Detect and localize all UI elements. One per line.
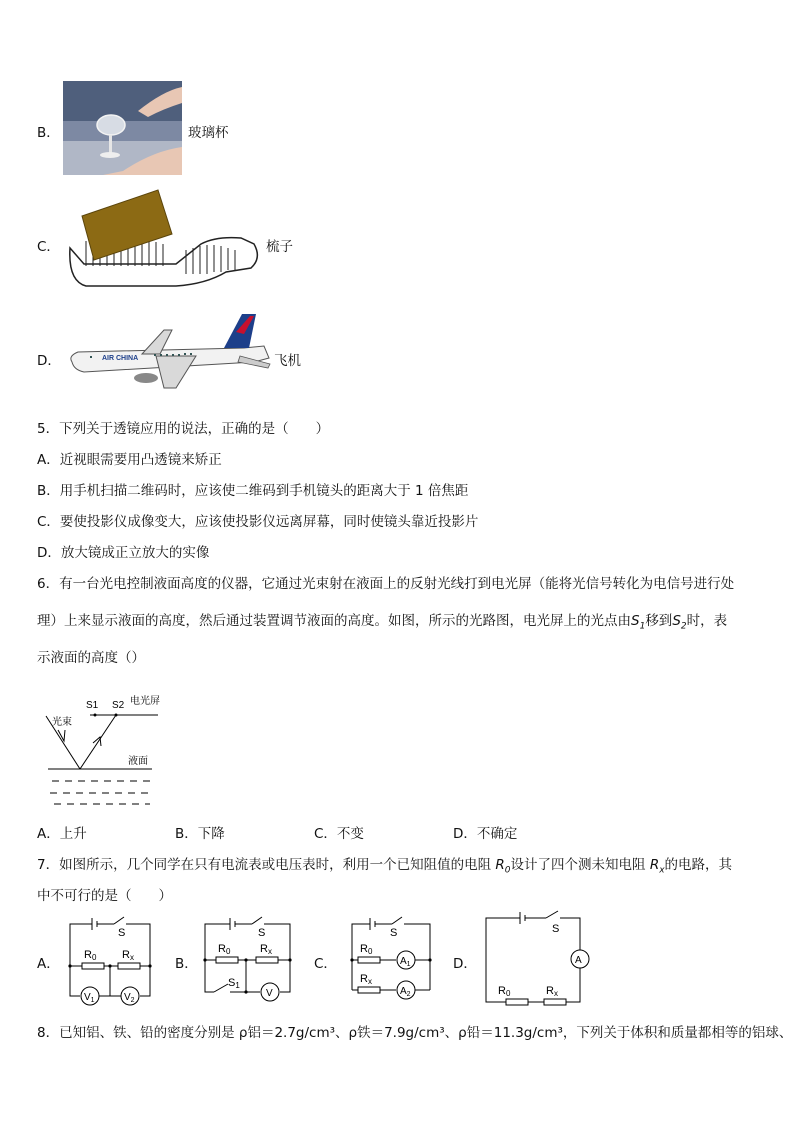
svg-text:R0: R0 bbox=[84, 949, 97, 962]
q6-option-d: D．不确定 bbox=[453, 826, 518, 842]
svg-text:R0: R0 bbox=[360, 943, 373, 956]
q5-option-b: B．用手机扫描二维码时，应该使二维码到手机镜头的距离大于 1 倍焦距 bbox=[37, 483, 469, 499]
q4-option-d-label: D． bbox=[37, 353, 61, 369]
q4-option-b-label: B． bbox=[37, 125, 60, 141]
circuit-d bbox=[480, 906, 598, 1010]
comb-image bbox=[66, 186, 262, 292]
q6-s2: $S_2$ bbox=[672, 613, 687, 632]
q7-option-b-label: B． bbox=[175, 956, 198, 972]
q6-s1: $S_1$ bbox=[631, 613, 646, 632]
q4-option-c-caption: 梳子 bbox=[266, 239, 293, 255]
q5-option-c: C．要使投影仪成像变大，应该使投影仪远离屏幕，同时使镜头靠近投影片 bbox=[37, 514, 479, 530]
q7-option-a-label: A． bbox=[37, 956, 60, 972]
plane-livery-text: AIR CHINA bbox=[102, 355, 139, 362]
q6-option-a: A．上升 bbox=[37, 826, 87, 842]
fig-liquid-label: 液面 bbox=[128, 756, 148, 767]
svg-text:V1: $V_1$ bbox=[84, 992, 95, 1004]
q6-light-path-diagram bbox=[40, 692, 170, 812]
q5-option-d: D．放大镜成正立放大的实像 bbox=[37, 545, 210, 561]
svg-text:R0: R0 bbox=[498, 985, 511, 998]
q6-stem-line1: 6．有一台光电控制液面高度的仪器，它通过光束射在液面上的反射光线打到电光屏（能将光信号转化为电信号进行处 bbox=[37, 576, 735, 592]
svg-text:S: S bbox=[118, 927, 126, 939]
circuit-a bbox=[62, 908, 158, 1008]
svg-text:V: V bbox=[266, 988, 273, 999]
svg-text:S: S bbox=[258, 927, 266, 939]
fig-s2-label: S2 bbox=[112, 700, 125, 711]
svg-text:Rx: Rx bbox=[360, 973, 372, 986]
airplane-image bbox=[64, 312, 276, 392]
q4-option-c-label: C． bbox=[37, 239, 60, 255]
svg-text:A2: $A_2$ bbox=[400, 986, 411, 998]
svg-text:R0: R0 bbox=[218, 943, 231, 956]
fig-beam-label: 光束 bbox=[52, 717, 72, 728]
q5-option-a: A．近视眼需要用凸透镜来矫正 bbox=[37, 452, 222, 468]
circuit-b bbox=[200, 908, 296, 1008]
svg-text:A: A bbox=[575, 955, 582, 966]
q7-option-d-label: D． bbox=[453, 956, 477, 972]
fig-s1-label: S1 bbox=[86, 700, 99, 711]
reflected-ray bbox=[80, 715, 116, 769]
svg-text:S: S bbox=[390, 927, 398, 939]
q6-stem-line2: 理）上来显示液面的高度，然后通过装置调节液面的高度。如图，所示的光路图，电光屏上的光点由$S_1$移到$S_2$时，表 bbox=[37, 613, 728, 632]
q6-stem-line3: 示液面的高度（） bbox=[37, 650, 145, 666]
q7-stem-line2: 中不可行的是（ ） bbox=[37, 888, 172, 904]
q7-option-c-label: C． bbox=[314, 956, 337, 972]
glass-cup-image bbox=[63, 81, 182, 175]
fig-screen-label: 电光屏 bbox=[130, 696, 160, 707]
q4-option-d-caption: 飞机 bbox=[274, 353, 301, 369]
q5-stem: 5．下列关于透镜应用的说法，正确的是（ ） bbox=[37, 421, 330, 437]
svg-text:Rx: Rx bbox=[546, 985, 558, 998]
svg-text:S1: S1 bbox=[228, 977, 240, 990]
svg-text:S: S bbox=[552, 923, 560, 935]
q6-option-c: C．不变 bbox=[314, 826, 364, 842]
q4-option-b-caption: 玻璃杯 bbox=[188, 125, 229, 141]
svg-text:Rx: Rx bbox=[122, 949, 134, 962]
svg-text:Rx: Rx bbox=[260, 943, 272, 956]
circuit-c bbox=[340, 908, 436, 1008]
q8-stem: 8．已知铝、铁、铅的密度分别是 ρ铝＝2.7g/cm³、ρ铁＝7.9g/cm³、ρ铅＝11.3g/cm³，下列关于体积和质量都相等的铝球、 bbox=[37, 1025, 793, 1041]
svg-text:A1: $A_1$ bbox=[400, 956, 411, 968]
q6-option-b: B．下降 bbox=[175, 826, 225, 842]
svg-text:V2: $V_2$ bbox=[124, 992, 135, 1004]
q7-stem-line1: 7．如图所示，几个同学在只有电流表或电压表时，利用一个已知阻值的电阻 $R_0$设计了四个测未知电阻 $R_x$的电路，其 bbox=[37, 857, 733, 876]
